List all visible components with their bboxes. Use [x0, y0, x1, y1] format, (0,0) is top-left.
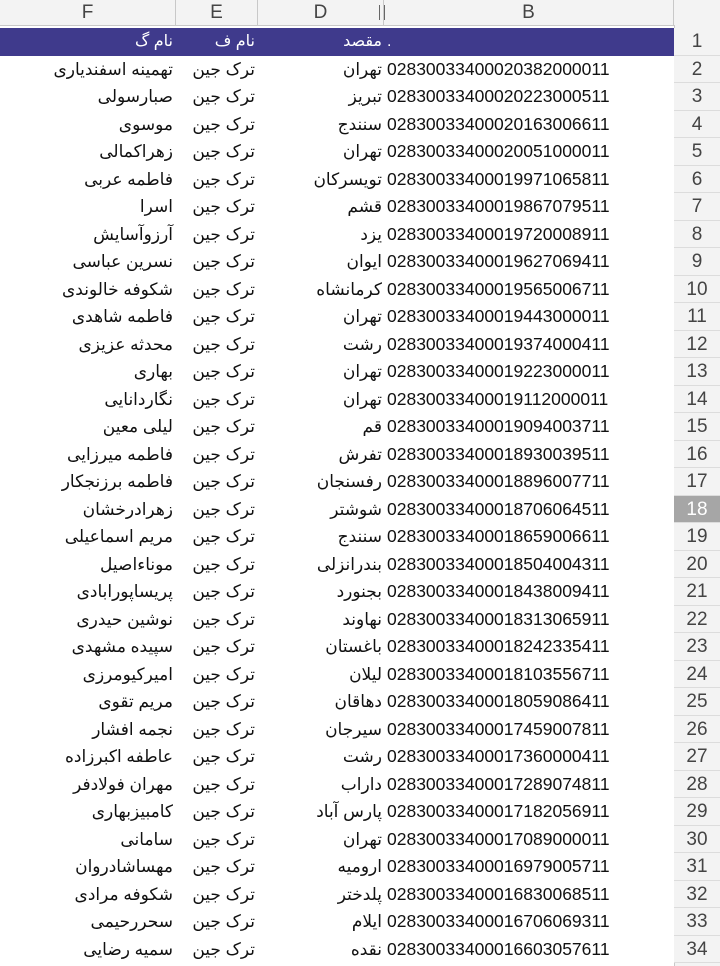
cell-d[interactable]: سیرجان — [325, 719, 382, 739]
cell-b[interactable]: 02830033400016979005711 — [387, 856, 610, 876]
table-row — [0, 798, 720, 826]
cell-d[interactable]: نهاوند — [342, 609, 382, 629]
table-row — [0, 468, 720, 496]
row-number[interactable]: 18 — [674, 496, 720, 524]
row-number[interactable]: 10 — [674, 276, 720, 304]
cell-e[interactable]: ترک جین — [192, 609, 255, 629]
cell-d[interactable]: دهاقان — [334, 692, 382, 711]
row-number[interactable]: 6 — [674, 166, 720, 194]
table-row — [0, 826, 720, 854]
cell-b[interactable]: 02830033400018059086411 — [387, 691, 610, 711]
row-number[interactable]: 4 — [674, 111, 720, 139]
cell-d[interactable]: نقده — [350, 939, 382, 959]
cell-e[interactable]: ترک جین — [192, 692, 255, 711]
table-row — [0, 358, 720, 386]
row-number[interactable]: 9 — [674, 248, 720, 276]
row-number[interactable]: 31 — [674, 853, 720, 881]
cell-d[interactable]: قم — [362, 417, 382, 436]
cell-f[interactable]: آرزوآسایش — [93, 224, 173, 244]
cell-e[interactable]: ترک جین — [192, 362, 255, 381]
cell-b[interactable]: 02830033400018313065911 — [387, 608, 610, 629]
cell-d[interactable]: باغستان — [325, 637, 382, 656]
cell-f[interactable]: نجمه افشار — [92, 719, 173, 739]
cell-d[interactable]: داراب — [340, 774, 382, 794]
cell-f[interactable]: مریم اسماعیلی — [64, 527, 173, 546]
cell-e[interactable]: ترک جین — [192, 802, 255, 821]
cell-b[interactable]: 02830033400019971065811 — [387, 168, 610, 189]
cell-d[interactable]: تهران — [342, 362, 382, 381]
row-number[interactable]: 26 — [674, 716, 720, 744]
table-row — [0, 606, 720, 634]
row-number[interactable]: 14 — [674, 386, 720, 414]
cell-e[interactable]: ترک جین — [192, 114, 255, 134]
row-number[interactable]: 7 — [674, 193, 720, 221]
cell-f[interactable]: محدثه عزیزی — [78, 334, 173, 354]
table-row — [0, 111, 720, 139]
table-row — [0, 193, 720, 221]
cell-f[interactable]: شکوفه خالوندی — [62, 279, 173, 299]
cell-f[interactable]: بهاری — [133, 362, 173, 381]
row-number[interactable]: 2 — [674, 56, 720, 84]
row-number[interactable]: 20 — [674, 551, 720, 579]
cell-d[interactable]: لیلان — [349, 664, 382, 684]
table-row — [0, 221, 720, 249]
cell-d[interactable]: تبریز — [348, 87, 382, 106]
cell-f[interactable]: نگاردانایی — [104, 389, 173, 409]
cell-e[interactable]: ترک جین — [192, 169, 255, 189]
cell-b[interactable]: 02830033400016603057611 — [387, 938, 610, 959]
cell-b[interactable]: 02830033400019867079511 — [387, 196, 610, 216]
row-number[interactable]: 25 — [674, 688, 720, 716]
row-number[interactable]: 32 — [674, 881, 720, 909]
cell-f[interactable]: زهراکمالی — [99, 142, 173, 161]
cell-d[interactable]: تویسرکان — [313, 169, 382, 189]
row-number[interactable]: 13 — [674, 358, 720, 386]
cell-b[interactable]: 02830033400019223000011 — [387, 361, 610, 381]
cell-b[interactable]: 02830033400019374000411 — [387, 333, 610, 354]
row-number[interactable]: 19 — [674, 523, 720, 551]
row-number[interactable]: 12 — [674, 331, 720, 359]
cell-d[interactable]: ارومیه — [337, 857, 382, 876]
cell-e[interactable]: ترک جین — [192, 582, 255, 601]
cell-d[interactable]: تهران — [342, 829, 382, 849]
cell-e[interactable]: ترک جین — [192, 499, 255, 519]
header-cell-b[interactable]: . — [387, 33, 392, 50]
cell-e[interactable]: ترک جین — [192, 472, 255, 491]
cell-b[interactable]: 02830033400017360000411 — [387, 746, 610, 766]
row-number[interactable]: 11 — [674, 303, 720, 331]
header-cell-e[interactable]: نام ف — [214, 33, 255, 50]
header-row — [0, 28, 720, 56]
cell-b[interactable]: 02830033400018930039511 — [387, 443, 610, 464]
cell-d[interactable]: سنندج — [337, 527, 382, 546]
row-number[interactable]: 24 — [674, 661, 720, 689]
table-row — [0, 523, 720, 551]
cell-d[interactable]: ایلام — [351, 912, 382, 931]
cell-b[interactable]: 02830033400017459007811 — [387, 718, 610, 739]
cell-b[interactable]: 02830033400019565006711 — [387, 278, 610, 299]
cell-e[interactable]: ترک جین — [192, 252, 255, 271]
cell-d[interactable]: رشت — [342, 334, 382, 354]
cell-d[interactable]: رفسنجان — [316, 472, 382, 491]
row-number[interactable]: 8 — [674, 221, 720, 249]
column-header-bar — [0, 0, 720, 26]
cell-d[interactable]: رشت — [342, 747, 382, 766]
cell-b[interactable]: 02830033400017289074811 — [387, 773, 610, 794]
cell-b[interactable]: 02830033400018706064511 — [387, 498, 610, 519]
header-cell-d[interactable]: مقصد — [343, 33, 382, 50]
row-number[interactable]: 30 — [674, 826, 720, 854]
row-number[interactable]: 17 — [674, 468, 720, 496]
table-row — [0, 83, 720, 111]
cell-e[interactable]: ترک جین — [192, 829, 255, 849]
cell-e[interactable]: ترک جین — [192, 142, 255, 161]
row-number[interactable]: 28 — [674, 771, 720, 799]
cell-f[interactable]: فاطمه شاهدی — [71, 307, 173, 326]
cell-e[interactable]: ترک جین — [192, 224, 255, 244]
cell-d[interactable]: بجنورد — [336, 582, 382, 601]
row-number[interactable]: 34 — [674, 936, 720, 964]
cell-d[interactable]: پلدختر — [337, 884, 382, 904]
table-row — [0, 413, 720, 441]
cell-d[interactable]: تهران — [342, 59, 382, 79]
table-row — [0, 248, 720, 276]
cell-f[interactable]: شکوفه مرادی — [74, 884, 173, 904]
cell-b[interactable]: 02830033400020051000011 — [387, 141, 610, 161]
table-row — [0, 688, 720, 716]
cell-e[interactable]: ترک جین — [192, 774, 255, 794]
cell-b[interactable]: 02830033400018242335411 — [387, 636, 610, 656]
cell-f[interactable]: فاطمه عربی — [84, 169, 173, 189]
cell-d[interactable]: کرمانشاه — [316, 279, 382, 299]
cell-f[interactable]: نسرین عباسی — [72, 252, 173, 271]
row-number[interactable]: 15 — [674, 413, 720, 441]
cell-d[interactable]: تهران — [342, 389, 382, 409]
cell-f[interactable]: زهرادرخشان — [82, 499, 173, 519]
table-row — [0, 303, 720, 331]
cell-b[interactable]: 02830033400018438009411 — [387, 581, 610, 601]
row-number[interactable]: 23 — [674, 633, 720, 661]
header-cell-f[interactable]: نام گ — [135, 33, 173, 50]
row-number[interactable]: 3 — [674, 83, 720, 111]
cell-b[interactable]: 02830033400016706069311 — [387, 911, 610, 931]
cell-f[interactable]: سمیه رضایی — [83, 939, 173, 959]
column-header-b[interactable]: B — [384, 0, 674, 25]
cell-b[interactable]: 02830033400017182056911 — [387, 801, 610, 821]
cell-f[interactable]: فاطمه برزنجکار — [61, 472, 173, 491]
cell-f[interactable]: سپیده مشهدی — [71, 637, 173, 656]
cell-f[interactable]: مهساشادروان — [75, 857, 173, 876]
cell-d[interactable]: تهران — [342, 142, 382, 161]
cell-b[interactable]: 02830033400019443000011 — [387, 306, 610, 326]
cell-b[interactable]: 02830033400018659006611 — [387, 526, 610, 546]
cell-b[interactable]: 02830033400018896007711 — [387, 471, 610, 491]
cell-b[interactable]: 02830033400020163006611 — [387, 113, 610, 134]
cell-b[interactable]: 02830033400019094003711 — [387, 416, 610, 436]
cell-b[interactable]: 02830033400019720008911 — [387, 223, 610, 244]
cell-d[interactable]: شوشتر — [330, 499, 382, 519]
cell-b[interactable]: 02830033400018103556711 — [387, 663, 610, 684]
column-header-f[interactable]: F — [0, 0, 176, 25]
row-number[interactable]: 29 — [674, 798, 720, 826]
cell-e[interactable]: ترک جین — [192, 417, 255, 436]
column-header-e[interactable]: E — [176, 0, 258, 25]
cell-d[interactable]: ایوان — [346, 252, 382, 271]
cell-f[interactable]: موناءاصیل — [100, 554, 173, 574]
cell-e[interactable]: ترک جین — [192, 87, 255, 106]
cell-f[interactable]: لیلی معین — [102, 417, 173, 436]
cell-f[interactable]: عاطفه اکبرزاده — [64, 747, 173, 766]
cell-f[interactable]: سامانی — [120, 829, 173, 849]
cell-b[interactable]: 02830033400016830068511 — [387, 883, 610, 904]
column-header-d[interactable]: D — [258, 0, 384, 25]
table-row — [0, 386, 720, 414]
cell-f[interactable]: پریساپورابادی — [76, 582, 173, 601]
cell-d[interactable]: قشم — [347, 197, 382, 216]
cell-e[interactable]: ترک جین — [192, 307, 255, 326]
cell-d[interactable]: یزد — [360, 224, 382, 244]
cell-f[interactable]: سحررحیمی — [90, 912, 173, 931]
cell-d[interactable]: تهران — [342, 307, 382, 326]
table-row — [0, 441, 720, 469]
table-row — [0, 276, 720, 304]
cell-e[interactable]: ترک جین — [192, 334, 255, 354]
table-row — [0, 661, 720, 689]
table-row — [0, 743, 720, 771]
table-row — [0, 138, 720, 166]
table-row — [0, 331, 720, 359]
cell-f[interactable]: موسوی — [118, 114, 173, 134]
cell-e[interactable]: ترک جین — [192, 884, 255, 904]
cell-e[interactable]: ترک جین — [192, 637, 255, 656]
table-row — [0, 496, 720, 524]
table-row — [0, 771, 720, 799]
cell-e[interactable]: ترک جین — [192, 444, 255, 464]
cell-f[interactable]: مهران فولادفر — [73, 774, 173, 794]
cell-d[interactable]: سنندج — [337, 114, 382, 134]
cell-e[interactable]: ترک جین — [192, 554, 255, 574]
cell-e[interactable]: ترک جین — [192, 279, 255, 299]
cell-e[interactable]: ترک جین — [192, 747, 255, 766]
cell-d[interactable]: پارس آباد — [316, 802, 382, 821]
table-row — [0, 633, 720, 661]
table-row — [0, 578, 720, 606]
cell-b[interactable]: 02830033400020382000011 — [387, 58, 610, 79]
cell-e[interactable]: ترک جین — [192, 59, 255, 79]
cell-e[interactable]: ترک جین — [192, 857, 255, 876]
cell-f[interactable]: فاطمه میرزایی — [67, 444, 173, 464]
cell-e[interactable]: ترک جین — [192, 912, 255, 931]
cell-f[interactable]: تهمینه اسفندیاری — [53, 59, 173, 79]
row-number[interactable]: 27 — [674, 743, 720, 771]
cell-b[interactable]: 02830033400020223000511 — [387, 86, 610, 106]
row-number[interactable]: 5 — [674, 138, 720, 166]
cell-f[interactable]: امیرکیومرزی — [82, 664, 173, 684]
row-number[interactable]: 21 — [674, 578, 720, 606]
table-row — [0, 166, 720, 194]
row-number[interactable]: 1 — [674, 28, 720, 56]
row-number[interactable]: 16 — [674, 441, 720, 469]
cell-e[interactable]: ترک جین — [192, 939, 255, 959]
cell-e[interactable]: ترک جین — [192, 389, 255, 409]
table-row — [0, 56, 720, 84]
cell-e[interactable]: ترک جین — [192, 197, 255, 216]
select-all-corner[interactable] — [674, 0, 720, 25]
table-row — [0, 908, 720, 936]
table-row — [0, 551, 720, 579]
row-number[interactable]: 33 — [674, 908, 720, 936]
table-row — [0, 716, 720, 744]
table-row — [0, 881, 720, 909]
cell-b[interactable]: 02830033400019112000011 — [387, 388, 609, 409]
cell-d[interactable]: بندرانزلی — [316, 554, 382, 574]
cell-f[interactable]: اسرا — [139, 197, 173, 216]
cell-e[interactable]: ترک جین — [192, 664, 255, 684]
table-row — [0, 853, 720, 881]
cell-b[interactable]: 02830033400019627069411 — [387, 251, 610, 271]
cell-e[interactable]: ترک جین — [192, 527, 255, 546]
cell-e[interactable]: ترک جین — [192, 719, 255, 739]
cell-f[interactable]: مریم تقوی — [98, 692, 173, 711]
cell-b[interactable]: 02830033400018504004311 — [387, 553, 610, 574]
row-number[interactable]: 22 — [674, 606, 720, 634]
cell-b[interactable]: 02830033400017089000011 — [387, 828, 610, 849]
cell-f[interactable]: نوشین حیدری — [76, 609, 173, 629]
cell-d[interactable]: تفرش — [338, 444, 382, 464]
cell-f[interactable]: کامبیزبهاری — [91, 802, 173, 821]
table-row — [0, 936, 720, 964]
cell-f[interactable]: صبارسولی — [97, 87, 173, 106]
